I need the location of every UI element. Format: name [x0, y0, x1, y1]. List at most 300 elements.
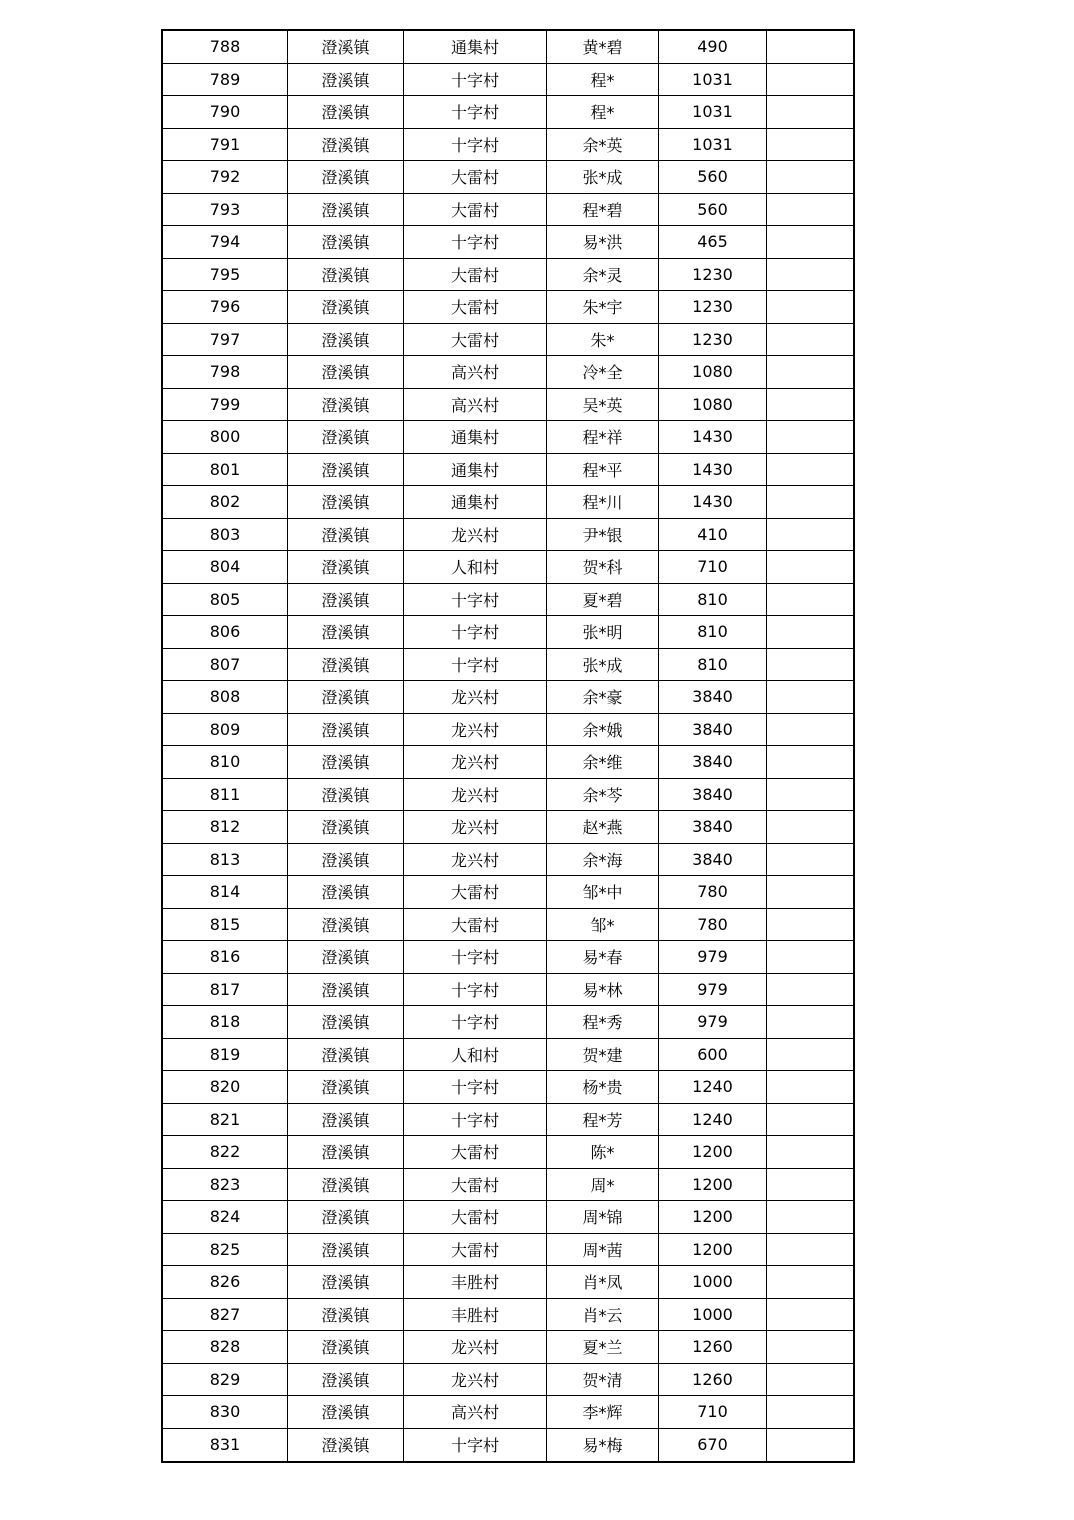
table-row	[163, 844, 853, 877]
row-number-cell: 795	[163, 259, 288, 291]
village-cell: 大雷村	[404, 909, 547, 941]
table-row	[163, 779, 853, 812]
note-cell	[767, 1234, 853, 1266]
village-cell: 大雷村	[404, 324, 547, 356]
amount-cell: 3840	[659, 714, 767, 746]
village-cell: 龙兴村	[404, 681, 547, 713]
amount-cell: 1260	[659, 1331, 767, 1363]
name-cell: 赵*燕	[547, 811, 659, 843]
amount-cell: 410	[659, 519, 767, 551]
note-cell	[767, 259, 853, 291]
amount-cell: 979	[659, 941, 767, 973]
village-cell: 大雷村	[404, 1201, 547, 1233]
town-cell: 澄溪镇	[288, 941, 404, 973]
village-cell: 十字村	[404, 1429, 547, 1462]
table-row	[163, 1169, 853, 1202]
name-cell: 易*春	[547, 941, 659, 973]
village-cell: 大雷村	[404, 161, 547, 193]
note-cell	[767, 1299, 853, 1331]
name-cell: 黄*碧	[547, 31, 659, 63]
town-cell: 澄溪镇	[288, 1006, 404, 1038]
row-number-cell: 808	[163, 681, 288, 713]
name-cell: 贺*建	[547, 1039, 659, 1071]
amount-cell: 1260	[659, 1364, 767, 1396]
table-row	[163, 421, 853, 454]
row-number-cell: 826	[163, 1266, 288, 1298]
town-cell: 澄溪镇	[288, 844, 404, 876]
town-cell: 澄溪镇	[288, 1331, 404, 1363]
row-number-cell: 791	[163, 129, 288, 161]
table-row	[163, 1136, 853, 1169]
row-number-cell: 823	[163, 1169, 288, 1201]
amount-cell: 780	[659, 876, 767, 908]
note-cell	[767, 421, 853, 453]
village-cell: 十字村	[404, 941, 547, 973]
row-number-cell: 788	[163, 31, 288, 63]
table-row	[163, 876, 853, 909]
note-cell	[767, 649, 853, 681]
village-cell: 龙兴村	[404, 811, 547, 843]
name-cell: 张*成	[547, 161, 659, 193]
name-cell: 吴*英	[547, 389, 659, 421]
town-cell: 澄溪镇	[288, 551, 404, 583]
amount-cell: 1230	[659, 324, 767, 356]
amount-cell: 1430	[659, 421, 767, 453]
note-cell	[767, 1006, 853, 1038]
village-cell: 龙兴村	[404, 714, 547, 746]
town-cell: 澄溪镇	[288, 486, 404, 518]
village-cell: 龙兴村	[404, 1364, 547, 1396]
name-cell: 肖*凤	[547, 1266, 659, 1298]
table-row	[163, 681, 853, 714]
village-cell: 高兴村	[404, 356, 547, 388]
row-number-cell: 829	[163, 1364, 288, 1396]
name-cell: 程*祥	[547, 421, 659, 453]
village-cell: 人和村	[404, 1039, 547, 1071]
amount-cell: 600	[659, 1039, 767, 1071]
row-number-cell: 799	[163, 389, 288, 421]
note-cell	[767, 96, 853, 128]
village-cell: 通集村	[404, 486, 547, 518]
village-cell: 十字村	[404, 129, 547, 161]
name-cell: 程*芳	[547, 1104, 659, 1136]
table-row	[163, 1266, 853, 1299]
row-number-cell: 789	[163, 64, 288, 96]
note-cell	[767, 584, 853, 616]
table-row	[163, 291, 853, 324]
name-cell: 周*	[547, 1169, 659, 1201]
amount-cell: 1230	[659, 259, 767, 291]
amount-cell: 810	[659, 649, 767, 681]
village-cell: 丰胜村	[404, 1266, 547, 1298]
town-cell: 澄溪镇	[288, 64, 404, 96]
row-number-cell: 800	[163, 421, 288, 453]
table-row	[163, 616, 853, 649]
town-cell: 澄溪镇	[288, 31, 404, 63]
village-cell: 高兴村	[404, 389, 547, 421]
row-number-cell: 819	[163, 1039, 288, 1071]
table-row	[163, 649, 853, 682]
town-cell: 澄溪镇	[288, 1266, 404, 1298]
amount-cell: 1240	[659, 1071, 767, 1103]
note-cell	[767, 129, 853, 161]
note-cell	[767, 1169, 853, 1201]
row-number-cell: 810	[163, 746, 288, 778]
amount-cell: 1080	[659, 356, 767, 388]
table-row	[163, 1299, 853, 1332]
table-row	[163, 454, 853, 487]
town-cell: 澄溪镇	[288, 1364, 404, 1396]
amount-cell: 1000	[659, 1299, 767, 1331]
name-cell: 朱*宇	[547, 291, 659, 323]
amount-cell: 780	[659, 909, 767, 941]
row-number-cell: 796	[163, 291, 288, 323]
note-cell	[767, 194, 853, 226]
note-cell	[767, 486, 853, 518]
row-number-cell: 806	[163, 616, 288, 648]
town-cell: 澄溪镇	[288, 974, 404, 1006]
amount-cell: 810	[659, 584, 767, 616]
note-cell	[767, 161, 853, 193]
row-number-cell: 805	[163, 584, 288, 616]
note-cell	[767, 746, 853, 778]
amount-cell: 1230	[659, 291, 767, 323]
town-cell: 澄溪镇	[288, 876, 404, 908]
row-number-cell: 793	[163, 194, 288, 226]
village-cell: 十字村	[404, 616, 547, 648]
table-row	[163, 1364, 853, 1397]
town-cell: 澄溪镇	[288, 421, 404, 453]
note-cell	[767, 811, 853, 843]
table-row	[163, 324, 853, 357]
note-cell	[767, 876, 853, 908]
name-cell: 冷*全	[547, 356, 659, 388]
village-cell: 龙兴村	[404, 844, 547, 876]
town-cell: 澄溪镇	[288, 96, 404, 128]
name-cell: 尹*银	[547, 519, 659, 551]
row-number-cell: 814	[163, 876, 288, 908]
village-cell: 大雷村	[404, 194, 547, 226]
town-cell: 澄溪镇	[288, 161, 404, 193]
town-cell: 澄溪镇	[288, 649, 404, 681]
note-cell	[767, 681, 853, 713]
town-cell: 澄溪镇	[288, 1234, 404, 1266]
name-cell: 贺*清	[547, 1364, 659, 1396]
name-cell: 程*碧	[547, 194, 659, 226]
note-cell	[767, 1039, 853, 1071]
row-number-cell: 828	[163, 1331, 288, 1363]
village-cell: 龙兴村	[404, 779, 547, 811]
table-row	[163, 1071, 853, 1104]
table-row	[163, 909, 853, 942]
name-cell: 程*川	[547, 486, 659, 518]
village-cell: 龙兴村	[404, 519, 547, 551]
name-cell: 余*豪	[547, 681, 659, 713]
village-cell: 十字村	[404, 226, 547, 258]
town-cell: 澄溪镇	[288, 1071, 404, 1103]
town-cell: 澄溪镇	[288, 811, 404, 843]
town-cell: 澄溪镇	[288, 1201, 404, 1233]
amount-cell: 560	[659, 194, 767, 226]
town-cell: 澄溪镇	[288, 324, 404, 356]
note-cell	[767, 454, 853, 486]
amount-cell: 710	[659, 1396, 767, 1428]
amount-cell: 1430	[659, 486, 767, 518]
table-row	[163, 1201, 853, 1234]
row-number-cell: 831	[163, 1429, 288, 1462]
amount-cell: 3840	[659, 844, 767, 876]
note-cell	[767, 291, 853, 323]
note-cell	[767, 714, 853, 746]
amount-cell: 1200	[659, 1201, 767, 1233]
name-cell: 程*秀	[547, 1006, 659, 1038]
table-row	[163, 96, 853, 129]
village-cell: 大雷村	[404, 1234, 547, 1266]
amount-cell: 1031	[659, 64, 767, 96]
town-cell: 澄溪镇	[288, 291, 404, 323]
village-cell: 十字村	[404, 1104, 547, 1136]
name-cell: 邹*	[547, 909, 659, 941]
village-cell: 十字村	[404, 974, 547, 1006]
name-cell: 肖*云	[547, 1299, 659, 1331]
town-cell: 澄溪镇	[288, 194, 404, 226]
row-number-cell: 812	[163, 811, 288, 843]
name-cell: 程*	[547, 64, 659, 96]
note-cell	[767, 1429, 853, 1462]
note-cell	[767, 844, 853, 876]
amount-cell: 979	[659, 974, 767, 1006]
town-cell: 澄溪镇	[288, 681, 404, 713]
town-cell: 澄溪镇	[288, 909, 404, 941]
amount-cell: 1031	[659, 129, 767, 161]
town-cell: 澄溪镇	[288, 616, 404, 648]
town-cell: 澄溪镇	[288, 454, 404, 486]
name-cell: 夏*碧	[547, 584, 659, 616]
village-cell: 通集村	[404, 421, 547, 453]
table-row	[163, 389, 853, 422]
table-row	[163, 194, 853, 227]
name-cell: 易*梅	[547, 1429, 659, 1462]
name-cell: 陈*	[547, 1136, 659, 1168]
note-cell	[767, 1104, 853, 1136]
row-number-cell: 824	[163, 1201, 288, 1233]
row-number-cell: 794	[163, 226, 288, 258]
village-cell: 大雷村	[404, 291, 547, 323]
amount-cell: 3840	[659, 779, 767, 811]
name-cell: 余*灵	[547, 259, 659, 291]
note-cell	[767, 1071, 853, 1103]
name-cell: 夏*兰	[547, 1331, 659, 1363]
row-number-cell: 809	[163, 714, 288, 746]
amount-cell: 1430	[659, 454, 767, 486]
note-cell	[767, 941, 853, 973]
note-cell	[767, 1364, 853, 1396]
village-cell: 通集村	[404, 31, 547, 63]
row-number-cell: 790	[163, 96, 288, 128]
row-number-cell: 822	[163, 1136, 288, 1168]
name-cell: 邹*中	[547, 876, 659, 908]
town-cell: 澄溪镇	[288, 226, 404, 258]
row-number-cell: 825	[163, 1234, 288, 1266]
table-row	[163, 519, 853, 552]
table-row	[163, 1429, 853, 1462]
name-cell: 余*芩	[547, 779, 659, 811]
amount-cell: 3840	[659, 746, 767, 778]
name-cell: 易*林	[547, 974, 659, 1006]
name-cell: 周*茜	[547, 1234, 659, 1266]
amount-cell: 465	[659, 226, 767, 258]
row-number-cell: 815	[163, 909, 288, 941]
amount-cell: 3840	[659, 681, 767, 713]
town-cell: 澄溪镇	[288, 584, 404, 616]
note-cell	[767, 324, 853, 356]
table-row	[163, 1234, 853, 1267]
name-cell: 余*英	[547, 129, 659, 161]
town-cell: 澄溪镇	[288, 1299, 404, 1331]
town-cell: 澄溪镇	[288, 389, 404, 421]
row-number-cell: 827	[163, 1299, 288, 1331]
town-cell: 澄溪镇	[288, 746, 404, 778]
name-cell: 张*明	[547, 616, 659, 648]
town-cell: 澄溪镇	[288, 1396, 404, 1428]
village-cell: 十字村	[404, 96, 547, 128]
note-cell	[767, 356, 853, 388]
table-row	[163, 1396, 853, 1429]
row-number-cell: 813	[163, 844, 288, 876]
town-cell: 澄溪镇	[288, 1136, 404, 1168]
name-cell: 朱*	[547, 324, 659, 356]
amount-cell: 1080	[659, 389, 767, 421]
note-cell	[767, 1136, 853, 1168]
table-row	[163, 746, 853, 779]
note-cell	[767, 779, 853, 811]
town-cell: 澄溪镇	[288, 1104, 404, 1136]
town-cell: 澄溪镇	[288, 1429, 404, 1462]
data-table	[161, 29, 855, 1463]
town-cell: 澄溪镇	[288, 1169, 404, 1201]
table-row	[163, 811, 853, 844]
table-row	[163, 1331, 853, 1364]
row-number-cell: 801	[163, 454, 288, 486]
table-row	[163, 64, 853, 97]
amount-cell: 1200	[659, 1234, 767, 1266]
town-cell: 澄溪镇	[288, 259, 404, 291]
name-cell: 杨*贵	[547, 1071, 659, 1103]
name-cell: 李*辉	[547, 1396, 659, 1428]
table-row	[163, 356, 853, 389]
amount-cell: 1240	[659, 1104, 767, 1136]
note-cell	[767, 551, 853, 583]
note-cell	[767, 64, 853, 96]
name-cell: 贺*科	[547, 551, 659, 583]
village-cell: 十字村	[404, 1006, 547, 1038]
table-row	[163, 486, 853, 519]
table-row	[163, 1104, 853, 1137]
name-cell: 张*成	[547, 649, 659, 681]
note-cell	[767, 974, 853, 1006]
table-row	[163, 161, 853, 194]
town-cell: 澄溪镇	[288, 519, 404, 551]
amount-cell: 560	[659, 161, 767, 193]
table-row	[163, 551, 853, 584]
table-row	[163, 1039, 853, 1072]
name-cell: 程*	[547, 96, 659, 128]
table-row	[163, 259, 853, 292]
table-row	[163, 1006, 853, 1039]
village-cell: 大雷村	[404, 876, 547, 908]
village-cell: 十字村	[404, 649, 547, 681]
row-number-cell: 811	[163, 779, 288, 811]
amount-cell: 1031	[659, 96, 767, 128]
town-cell: 澄溪镇	[288, 779, 404, 811]
village-cell: 十字村	[404, 1071, 547, 1103]
row-number-cell: 802	[163, 486, 288, 518]
row-number-cell: 816	[163, 941, 288, 973]
row-number-cell: 792	[163, 161, 288, 193]
amount-cell: 490	[659, 31, 767, 63]
row-number-cell: 830	[163, 1396, 288, 1428]
name-cell: 程*平	[547, 454, 659, 486]
row-number-cell: 821	[163, 1104, 288, 1136]
name-cell: 周*锦	[547, 1201, 659, 1233]
note-cell	[767, 616, 853, 648]
name-cell: 余*海	[547, 844, 659, 876]
amount-cell: 1200	[659, 1136, 767, 1168]
table-row	[163, 226, 853, 259]
amount-cell: 670	[659, 1429, 767, 1462]
village-cell: 高兴村	[404, 1396, 547, 1428]
village-cell: 十字村	[404, 64, 547, 96]
note-cell	[767, 31, 853, 63]
amount-cell: 1000	[659, 1266, 767, 1298]
row-number-cell: 803	[163, 519, 288, 551]
note-cell	[767, 389, 853, 421]
note-cell	[767, 519, 853, 551]
note-cell	[767, 1331, 853, 1363]
row-number-cell: 807	[163, 649, 288, 681]
village-cell: 十字村	[404, 584, 547, 616]
town-cell: 澄溪镇	[288, 356, 404, 388]
table-row	[163, 974, 853, 1007]
note-cell	[767, 909, 853, 941]
note-cell	[767, 1266, 853, 1298]
town-cell: 澄溪镇	[288, 714, 404, 746]
name-cell: 余*娥	[547, 714, 659, 746]
table-row	[163, 714, 853, 747]
amount-cell: 979	[659, 1006, 767, 1038]
table-row	[163, 31, 853, 64]
table-row	[163, 941, 853, 974]
amount-cell: 1200	[659, 1169, 767, 1201]
note-cell	[767, 226, 853, 258]
table-row	[163, 129, 853, 162]
row-number-cell: 817	[163, 974, 288, 1006]
row-number-cell: 820	[163, 1071, 288, 1103]
note-cell	[767, 1201, 853, 1233]
village-cell: 通集村	[404, 454, 547, 486]
name-cell: 易*洪	[547, 226, 659, 258]
amount-cell: 710	[659, 551, 767, 583]
amount-cell: 3840	[659, 811, 767, 843]
village-cell: 大雷村	[404, 259, 547, 291]
row-number-cell: 804	[163, 551, 288, 583]
village-cell: 人和村	[404, 551, 547, 583]
amount-cell: 810	[659, 616, 767, 648]
row-number-cell: 797	[163, 324, 288, 356]
village-cell: 龙兴村	[404, 1331, 547, 1363]
village-cell: 丰胜村	[404, 1299, 547, 1331]
table-row	[163, 584, 853, 617]
